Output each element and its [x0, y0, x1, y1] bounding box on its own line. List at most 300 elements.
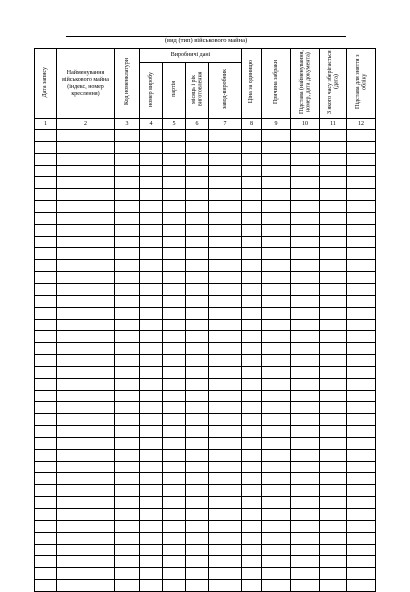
table-cell[interactable]	[347, 402, 376, 414]
table-cell[interactable]	[163, 473, 186, 485]
table-cell[interactable]	[347, 520, 376, 532]
table-cell[interactable]	[209, 272, 242, 284]
table-cell[interactable]	[115, 236, 140, 248]
table-cell[interactable]	[140, 177, 163, 189]
table-cell[interactable]	[347, 130, 376, 142]
table-cell[interactable]	[186, 520, 209, 532]
table-cell[interactable]	[291, 497, 320, 509]
table-cell[interactable]	[35, 544, 57, 556]
table-cell[interactable]	[262, 319, 291, 331]
table-cell[interactable]	[186, 378, 209, 390]
table-cell[interactable]	[209, 426, 242, 438]
table-cell[interactable]	[209, 402, 242, 414]
table-cell[interactable]	[115, 414, 140, 426]
table-cell[interactable]	[347, 485, 376, 497]
table-cell[interactable]	[242, 473, 262, 485]
table-cell[interactable]	[209, 580, 242, 592]
table-cell[interactable]	[115, 390, 140, 402]
table-cell[interactable]	[57, 449, 115, 461]
table-cell[interactable]	[57, 532, 115, 544]
table-cell[interactable]	[163, 509, 186, 521]
table-cell[interactable]	[140, 189, 163, 201]
table-cell[interactable]	[186, 212, 209, 224]
table-cell[interactable]	[209, 532, 242, 544]
table-cell[interactable]	[291, 201, 320, 213]
table-cell[interactable]	[186, 426, 209, 438]
table-cell[interactable]	[35, 437, 57, 449]
table-cell[interactable]	[320, 141, 347, 153]
table-cell[interactable]	[242, 343, 262, 355]
table-cell[interactable]	[163, 532, 186, 544]
table-cell[interactable]	[262, 509, 291, 521]
table-cell[interactable]	[140, 556, 163, 568]
table-cell[interactable]	[320, 544, 347, 556]
table-cell[interactable]	[35, 414, 57, 426]
table-cell[interactable]	[115, 580, 140, 592]
table-cell[interactable]	[242, 509, 262, 521]
table-cell[interactable]	[262, 355, 291, 367]
table-cell[interactable]	[140, 319, 163, 331]
table-cell[interactable]	[262, 177, 291, 189]
table-cell[interactable]	[163, 461, 186, 473]
table-cell[interactable]	[140, 224, 163, 236]
table-cell[interactable]	[115, 224, 140, 236]
table-cell[interactable]	[57, 260, 115, 272]
table-cell[interactable]	[115, 426, 140, 438]
table-cell[interactable]	[115, 568, 140, 580]
table-cell[interactable]	[347, 473, 376, 485]
table-cell[interactable]	[320, 272, 347, 284]
table-cell[interactable]	[57, 343, 115, 355]
table-cell[interactable]	[35, 580, 57, 592]
table-cell[interactable]	[115, 141, 140, 153]
table-cell[interactable]	[115, 153, 140, 165]
table-cell[interactable]	[35, 260, 57, 272]
table-cell[interactable]	[291, 177, 320, 189]
table-cell[interactable]	[347, 165, 376, 177]
table-cell[interactable]	[320, 130, 347, 142]
table-cell[interactable]	[115, 130, 140, 142]
table-cell[interactable]	[347, 414, 376, 426]
table-cell[interactable]	[320, 497, 347, 509]
table-cell[interactable]	[209, 390, 242, 402]
table-cell[interactable]	[115, 177, 140, 189]
table-cell[interactable]	[140, 260, 163, 272]
table-cell[interactable]	[291, 426, 320, 438]
table-cell[interactable]	[186, 485, 209, 497]
table-cell[interactable]	[163, 355, 186, 367]
table-cell[interactable]	[320, 236, 347, 248]
table-cell[interactable]	[115, 307, 140, 319]
table-cell[interactable]	[262, 224, 291, 236]
table-cell[interactable]	[140, 295, 163, 307]
table-cell[interactable]	[57, 236, 115, 248]
table-cell[interactable]	[262, 283, 291, 295]
table-cell[interactable]	[209, 153, 242, 165]
table-cell[interactable]	[140, 366, 163, 378]
table-cell[interactable]	[242, 366, 262, 378]
table-cell[interactable]	[186, 497, 209, 509]
table-cell[interactable]	[35, 520, 57, 532]
table-cell[interactable]	[140, 307, 163, 319]
table-cell[interactable]	[320, 189, 347, 201]
table-cell[interactable]	[186, 130, 209, 142]
table-cell[interactable]	[57, 153, 115, 165]
table-cell[interactable]	[57, 331, 115, 343]
table-cell[interactable]	[320, 580, 347, 592]
table-cell[interactable]	[57, 485, 115, 497]
table-cell[interactable]	[186, 437, 209, 449]
table-cell[interactable]	[320, 319, 347, 331]
table-cell[interactable]	[186, 236, 209, 248]
table-cell[interactable]	[35, 189, 57, 201]
table-cell[interactable]	[291, 331, 320, 343]
table-cell[interactable]	[186, 331, 209, 343]
table-cell[interactable]	[262, 248, 291, 260]
table-cell[interactable]	[115, 544, 140, 556]
table-cell[interactable]	[163, 449, 186, 461]
table-cell[interactable]	[291, 402, 320, 414]
table-cell[interactable]	[186, 532, 209, 544]
table-cell[interactable]	[186, 141, 209, 153]
table-cell[interactable]	[163, 141, 186, 153]
table-cell[interactable]	[57, 520, 115, 532]
table-cell[interactable]	[163, 568, 186, 580]
table-cell[interactable]	[140, 272, 163, 284]
table-cell[interactable]	[347, 236, 376, 248]
table-cell[interactable]	[163, 319, 186, 331]
table-cell[interactable]	[140, 402, 163, 414]
table-cell[interactable]	[163, 414, 186, 426]
table-cell[interactable]	[242, 485, 262, 497]
table-cell[interactable]	[186, 177, 209, 189]
table-cell[interactable]	[186, 509, 209, 521]
table-cell[interactable]	[291, 283, 320, 295]
table-cell[interactable]	[115, 260, 140, 272]
table-cell[interactable]	[209, 509, 242, 521]
table-cell[interactable]	[186, 272, 209, 284]
table-cell[interactable]	[347, 343, 376, 355]
table-cell[interactable]	[186, 248, 209, 260]
table-cell[interactable]	[242, 177, 262, 189]
table-cell[interactable]	[57, 224, 115, 236]
table-cell[interactable]	[186, 568, 209, 580]
table-cell[interactable]	[140, 248, 163, 260]
table-cell[interactable]	[209, 497, 242, 509]
table-cell[interactable]	[115, 272, 140, 284]
table-cell[interactable]	[347, 437, 376, 449]
table-cell[interactable]	[209, 283, 242, 295]
table-cell[interactable]	[163, 437, 186, 449]
table-cell[interactable]	[57, 390, 115, 402]
table-cell[interactable]	[57, 366, 115, 378]
table-cell[interactable]	[242, 402, 262, 414]
table-cell[interactable]	[57, 497, 115, 509]
table-cell[interactable]	[320, 449, 347, 461]
table-cell[interactable]	[186, 449, 209, 461]
table-cell[interactable]	[140, 473, 163, 485]
table-cell[interactable]	[186, 556, 209, 568]
table-cell[interactable]	[186, 390, 209, 402]
table-cell[interactable]	[262, 343, 291, 355]
table-cell[interactable]	[35, 165, 57, 177]
table-cell[interactable]	[115, 366, 140, 378]
table-cell[interactable]	[140, 130, 163, 142]
table-cell[interactable]	[163, 212, 186, 224]
table-cell[interactable]	[291, 520, 320, 532]
table-cell[interactable]	[262, 402, 291, 414]
table-cell[interactable]	[242, 283, 262, 295]
table-cell[interactable]	[262, 331, 291, 343]
table-cell[interactable]	[35, 343, 57, 355]
table-cell[interactable]	[57, 378, 115, 390]
table-cell[interactable]	[140, 509, 163, 521]
table-cell[interactable]	[35, 331, 57, 343]
table-cell[interactable]	[242, 319, 262, 331]
table-cell[interactable]	[35, 153, 57, 165]
table-cell[interactable]	[115, 201, 140, 213]
table-cell[interactable]	[209, 485, 242, 497]
table-cell[interactable]	[320, 260, 347, 272]
table-cell[interactable]	[209, 295, 242, 307]
table-cell[interactable]	[140, 580, 163, 592]
table-cell[interactable]	[115, 189, 140, 201]
table-cell[interactable]	[209, 189, 242, 201]
table-cell[interactable]	[186, 224, 209, 236]
table-cell[interactable]	[242, 236, 262, 248]
table-cell[interactable]	[347, 509, 376, 521]
table-cell[interactable]	[262, 449, 291, 461]
table-cell[interactable]	[115, 556, 140, 568]
table-cell[interactable]	[186, 307, 209, 319]
table-cell[interactable]	[115, 355, 140, 367]
table-cell[interactable]	[242, 437, 262, 449]
table-cell[interactable]	[140, 283, 163, 295]
table-cell[interactable]	[262, 165, 291, 177]
table-cell[interactable]	[163, 366, 186, 378]
table-cell[interactable]	[262, 378, 291, 390]
table-cell[interactable]	[242, 568, 262, 580]
table-cell[interactable]	[163, 153, 186, 165]
table-cell[interactable]	[242, 130, 262, 142]
table-cell[interactable]	[163, 485, 186, 497]
table-cell[interactable]	[262, 189, 291, 201]
table-cell[interactable]	[209, 520, 242, 532]
table-cell[interactable]	[262, 437, 291, 449]
table-cell[interactable]	[262, 130, 291, 142]
table-cell[interactable]	[35, 201, 57, 213]
table-cell[interactable]	[115, 212, 140, 224]
table-cell[interactable]	[57, 177, 115, 189]
table-cell[interactable]	[163, 201, 186, 213]
table-cell[interactable]	[347, 568, 376, 580]
table-cell[interactable]	[57, 307, 115, 319]
table-cell[interactable]	[291, 260, 320, 272]
table-cell[interactable]	[242, 355, 262, 367]
table-cell[interactable]	[35, 283, 57, 295]
table-cell[interactable]	[320, 201, 347, 213]
table-cell[interactable]	[163, 544, 186, 556]
table-cell[interactable]	[57, 189, 115, 201]
table-cell[interactable]	[186, 283, 209, 295]
table-cell[interactable]	[209, 449, 242, 461]
table-cell[interactable]	[186, 153, 209, 165]
table-cell[interactable]	[347, 366, 376, 378]
table-cell[interactable]	[163, 307, 186, 319]
table-cell[interactable]	[242, 272, 262, 284]
table-cell[interactable]	[35, 366, 57, 378]
table-cell[interactable]	[163, 402, 186, 414]
table-cell[interactable]	[291, 141, 320, 153]
table-cell[interactable]	[35, 130, 57, 142]
table-cell[interactable]	[35, 509, 57, 521]
table-cell[interactable]	[35, 461, 57, 473]
table-cell[interactable]	[262, 497, 291, 509]
table-cell[interactable]	[242, 165, 262, 177]
table-cell[interactable]	[115, 509, 140, 521]
table-cell[interactable]	[35, 568, 57, 580]
table-cell[interactable]	[115, 378, 140, 390]
table-cell[interactable]	[320, 283, 347, 295]
table-cell[interactable]	[347, 378, 376, 390]
table-cell[interactable]	[347, 532, 376, 544]
table-cell[interactable]	[347, 319, 376, 331]
table-cell[interactable]	[35, 236, 57, 248]
table-cell[interactable]	[291, 295, 320, 307]
table-cell[interactable]	[242, 532, 262, 544]
table-cell[interactable]	[242, 212, 262, 224]
table-cell[interactable]	[262, 544, 291, 556]
table-cell[interactable]	[57, 473, 115, 485]
table-cell[interactable]	[186, 260, 209, 272]
table-cell[interactable]	[140, 378, 163, 390]
table-cell[interactable]	[115, 319, 140, 331]
table-cell[interactable]	[242, 414, 262, 426]
table-cell[interactable]	[347, 426, 376, 438]
table-cell[interactable]	[209, 212, 242, 224]
table-cell[interactable]	[320, 378, 347, 390]
table-cell[interactable]	[291, 366, 320, 378]
table-cell[interactable]	[320, 307, 347, 319]
table-cell[interactable]	[320, 153, 347, 165]
table-cell[interactable]	[35, 307, 57, 319]
table-cell[interactable]	[57, 130, 115, 142]
table-cell[interactable]	[320, 366, 347, 378]
table-cell[interactable]	[347, 355, 376, 367]
table-cell[interactable]	[57, 212, 115, 224]
table-cell[interactable]	[163, 177, 186, 189]
table-cell[interactable]	[347, 580, 376, 592]
table-cell[interactable]	[115, 532, 140, 544]
table-cell[interactable]	[163, 224, 186, 236]
table-cell[interactable]	[163, 260, 186, 272]
table-cell[interactable]	[115, 520, 140, 532]
table-cell[interactable]	[262, 201, 291, 213]
table-cell[interactable]	[163, 189, 186, 201]
table-cell[interactable]	[320, 248, 347, 260]
table-cell[interactable]	[140, 568, 163, 580]
table-cell[interactable]	[291, 544, 320, 556]
table-cell[interactable]	[242, 295, 262, 307]
table-cell[interactable]	[320, 212, 347, 224]
table-cell[interactable]	[140, 212, 163, 224]
table-cell[interactable]	[209, 319, 242, 331]
table-cell[interactable]	[115, 165, 140, 177]
table-cell[interactable]	[186, 295, 209, 307]
table-cell[interactable]	[35, 497, 57, 509]
table-cell[interactable]	[262, 461, 291, 473]
table-cell[interactable]	[186, 402, 209, 414]
table-cell[interactable]	[291, 568, 320, 580]
table-cell[interactable]	[140, 414, 163, 426]
table-cell[interactable]	[242, 520, 262, 532]
table-cell[interactable]	[291, 212, 320, 224]
table-cell[interactable]	[347, 331, 376, 343]
table-cell[interactable]	[57, 544, 115, 556]
table-cell[interactable]	[140, 461, 163, 473]
table-cell[interactable]	[209, 307, 242, 319]
table-cell[interactable]	[347, 141, 376, 153]
table-cell[interactable]	[35, 319, 57, 331]
table-cell[interactable]	[209, 544, 242, 556]
table-cell[interactable]	[320, 568, 347, 580]
table-cell[interactable]	[291, 580, 320, 592]
table-cell[interactable]	[347, 449, 376, 461]
table-cell[interactable]	[57, 426, 115, 438]
table-cell[interactable]	[209, 248, 242, 260]
table-cell[interactable]	[163, 556, 186, 568]
table-cell[interactable]	[242, 497, 262, 509]
table-cell[interactable]	[347, 461, 376, 473]
table-cell[interactable]	[347, 497, 376, 509]
table-cell[interactable]	[209, 201, 242, 213]
table-cell[interactable]	[35, 141, 57, 153]
table-cell[interactable]	[186, 355, 209, 367]
table-cell[interactable]	[140, 390, 163, 402]
table-cell[interactable]	[291, 378, 320, 390]
table-cell[interactable]	[115, 437, 140, 449]
table-cell[interactable]	[57, 283, 115, 295]
table-cell[interactable]	[115, 461, 140, 473]
table-cell[interactable]	[347, 248, 376, 260]
table-cell[interactable]	[291, 165, 320, 177]
table-cell[interactable]	[320, 390, 347, 402]
table-cell[interactable]	[291, 485, 320, 497]
table-cell[interactable]	[347, 295, 376, 307]
table-cell[interactable]	[163, 580, 186, 592]
table-cell[interactable]	[262, 212, 291, 224]
table-cell[interactable]	[291, 343, 320, 355]
table-cell[interactable]	[186, 580, 209, 592]
table-cell[interactable]	[115, 343, 140, 355]
table-cell[interactable]	[291, 509, 320, 521]
table-cell[interactable]	[242, 556, 262, 568]
table-cell[interactable]	[291, 272, 320, 284]
table-cell[interactable]	[57, 461, 115, 473]
table-cell[interactable]	[57, 414, 115, 426]
table-cell[interactable]	[209, 461, 242, 473]
table-cell[interactable]	[35, 402, 57, 414]
table-cell[interactable]	[209, 177, 242, 189]
table-cell[interactable]	[291, 437, 320, 449]
table-cell[interactable]	[242, 189, 262, 201]
table-cell[interactable]	[347, 212, 376, 224]
table-cell[interactable]	[163, 520, 186, 532]
table-cell[interactable]	[347, 556, 376, 568]
table-cell[interactable]	[320, 402, 347, 414]
table-cell[interactable]	[163, 426, 186, 438]
table-cell[interactable]	[115, 402, 140, 414]
